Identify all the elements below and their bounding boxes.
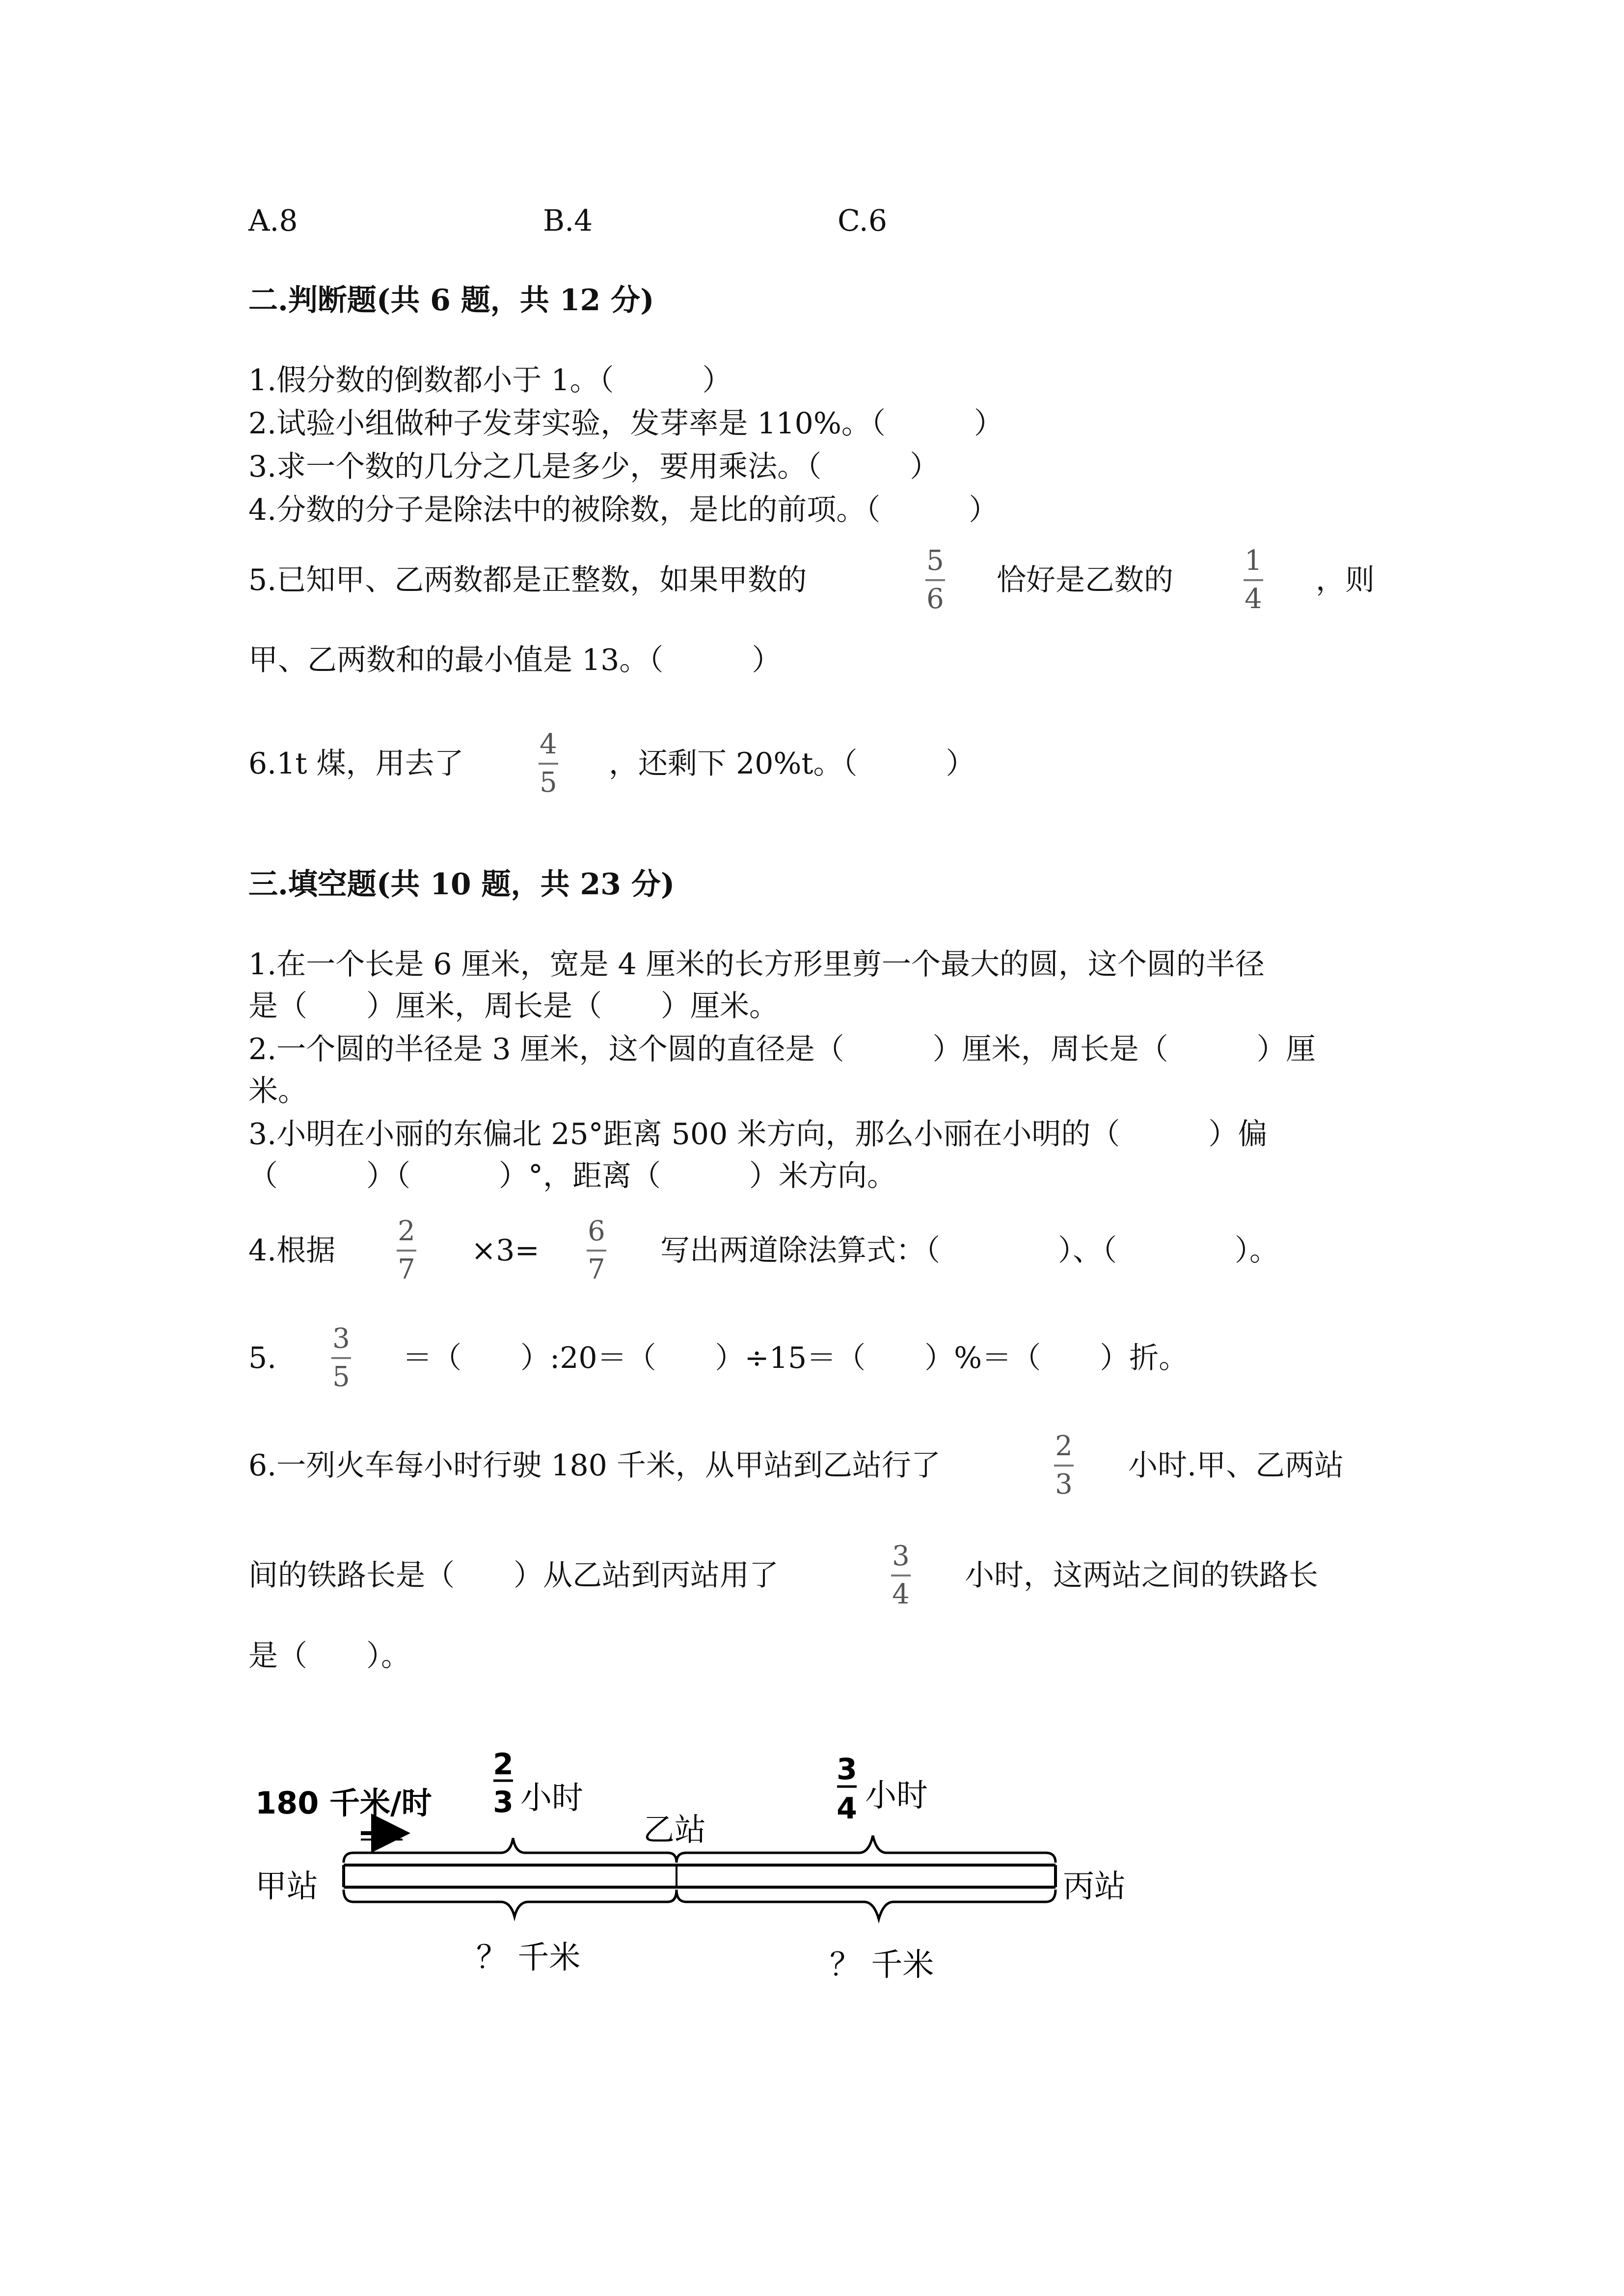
- s2-q4: 4.分数的分子是除法中的被除数，是比的前项。（ ）: [248, 493, 999, 527]
- s2-q5-frac2: 1 4: [1236, 546, 1271, 614]
- s3-q4-frac1: 2 7: [389, 1216, 424, 1285]
- s3-q6-c: 间的铁路长是（ ）从乙站到丙站用了: [248, 1558, 779, 1593]
- section2-title: 二.判断题(共 6 题，共 12 分): [248, 283, 654, 318]
- s2-q5-b: 恰好是乙数的: [997, 563, 1173, 597]
- s3-q1-b: 是（ ）厘米，周长是（ ）厘米。: [248, 989, 779, 1023]
- s2-q6-b: ，还剩下 20%t。（ ）: [609, 747, 975, 781]
- station-end: 丙站: [1063, 1869, 1126, 1905]
- s3-q6-b: 小时.甲、乙两站: [1128, 1448, 1344, 1483]
- unknown-distance-2: ？ 千米: [830, 1947, 934, 1983]
- s3-q2-b: 米。: [248, 1074, 307, 1108]
- section3-title: 三.填空题(共 10 题，共 23 分): [248, 867, 675, 902]
- s2-q5-c: ，则: [1316, 563, 1375, 597]
- time1-num: 2: [493, 1747, 514, 1782]
- time2-den: 4: [837, 1791, 857, 1826]
- s3-q4-b: ×3=: [471, 1233, 540, 1268]
- s3-q5-a: 5.: [248, 1341, 277, 1375]
- top-brace-2: [677, 1836, 1056, 1863]
- time1-unit: 小时: [520, 1780, 583, 1816]
- s2-q1: 1.假分数的倒数都小于 1。（ ）: [248, 363, 732, 398]
- s3-q4-a: 4.根据: [248, 1233, 336, 1268]
- s3-q6-e: 是（ ）。: [248, 1639, 410, 1673]
- s3-q1-a: 1.在一个长是 6 厘米，宽是 4 厘米的长方形里剪一个最大的圆，这个圆的半径: [248, 947, 1265, 982]
- time2-num: 3: [837, 1752, 857, 1787]
- s3-q3-b: （ ）（ ）°，距离（ ）米方向。: [248, 1159, 896, 1193]
- option-a: A.8: [248, 204, 298, 238]
- s2-q6-a: 6.1t 煤，用去了: [248, 747, 464, 781]
- s2-q5-frac1: 5 6: [918, 546, 952, 614]
- s3-q6-frac2: 3 4: [884, 1541, 918, 1610]
- s3-q2-a: 2.一个圆的半径是 3 厘米，这个圆的直径是（ ）厘米，周长是（ ）厘: [248, 1032, 1316, 1067]
- s3-q3-a: 3.小明在小丽的东偏北 25°距离 500 米方向，那么小丽在小明的（ ）偏: [248, 1117, 1268, 1151]
- s3-q5-frac: 3 5: [324, 1324, 358, 1392]
- track: [344, 1865, 1056, 1887]
- time1-den: 3: [493, 1785, 514, 1819]
- s3-q6-a: 6.一列火车每小时行驶 180 千米，从甲站到乙站行了: [248, 1448, 941, 1483]
- arrow-right-icon: [361, 1833, 403, 1840]
- s3-q4-c: 写出两道除法算式：（ ）、（ ）。: [660, 1233, 1279, 1268]
- s3-q4-frac2: 6 7: [579, 1216, 614, 1285]
- station-start: 甲站: [255, 1869, 318, 1905]
- s2-q6-frac: 4 5: [531, 729, 566, 798]
- s2-q5-a: 5.已知甲、乙两数都是正整数，如果甲数的: [248, 563, 807, 597]
- time2-unit: 小时: [865, 1778, 928, 1814]
- unknown-distance-1: ？ 千米: [476, 1940, 581, 1976]
- s3-q6-frac1: 2 3: [1047, 1431, 1081, 1500]
- top-brace-1: [344, 1838, 677, 1863]
- s2-q3: 3.求一个数的几分之几是多少，要用乘法。（ ）: [248, 450, 940, 484]
- option-b: B.4: [543, 204, 593, 238]
- speed-label: 180 千米/时: [255, 1785, 432, 1821]
- option-c: C.6: [838, 204, 888, 238]
- s2-q5-d: 甲、乙两数和的最小值是 13。（ ）: [248, 643, 782, 677]
- s3-q6-d: 小时，这两站之间的铁路长: [965, 1558, 1318, 1593]
- bottom-brace-1: [344, 1890, 677, 1917]
- bottom-brace-2: [677, 1890, 1056, 1919]
- station-mid: 乙站: [643, 1812, 706, 1848]
- s2-q2: 2.试验小组做种子发芽实验，发芽率是 110%。（ ）: [248, 406, 1003, 441]
- s3-q5-b: ＝（ ）:20＝（ ）÷15＝（ ）%＝（ ）折。: [403, 1341, 1189, 1375]
